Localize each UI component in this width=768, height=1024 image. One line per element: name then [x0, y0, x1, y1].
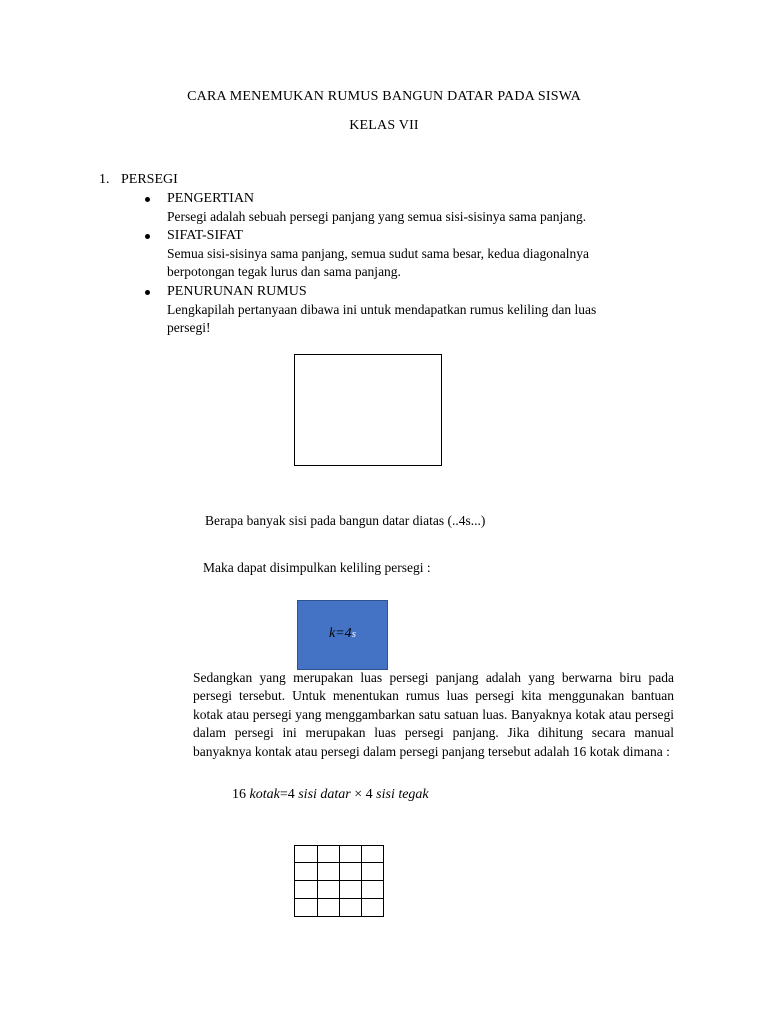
area-explanation-paragraph: Sedangkan yang merupakan luas persegi panjang adalah yang berwarna biru pada persegi tersebut. Untuk menentukan rumus luas persegi kita menggunakan bantuan kotak atau persegi yang menggambarkan satu satuan luas. Banyaknya kotak atau persegi dalam persegi ini merupakan luas persegi panjang. Jika dihitung secara manual banyaknya kontak atau persegi dalam persegi panjang tersebut adalah 16 kotak dimana :: [193, 670, 674, 759]
eq-kotak: kotak: [249, 787, 280, 802]
item-text-sifat-2: berpotongan tegak lurus dan sama panjang.: [167, 264, 401, 279]
eq-equals-4: =4: [279, 787, 295, 802]
bullet-icon: [145, 290, 150, 295]
item-label-penurunan: PENURUNAN RUMUS: [167, 284, 307, 299]
question-text: Berapa banyak sisi pada bangun datar diatas (..4s...): [205, 513, 486, 528]
grid-line: [317, 846, 318, 916]
unit-grid: [294, 845, 384, 917]
section-heading: PERSEGI: [121, 172, 178, 187]
perimeter-formula: [298, 626, 387, 642]
document-title: CARA MENEMUKAN RUMUS BANGUN DATAR PADA SISWA: [187, 89, 581, 104]
item-label-sifat: SIFAT-SIFAT: [167, 228, 243, 243]
item-text-pengertian: Persegi adalah sebuah persegi panjang yang semua sisi-sisinya sama panjang.: [167, 209, 587, 224]
formula-lhs: k: [329, 626, 336, 641]
formula-s: s: [351, 628, 356, 640]
item-text-penurunan-2: persegi!: [167, 320, 211, 335]
eq-sisi-datar: sisi datar: [298, 787, 351, 802]
item-text-penurunan-1: Lengkapilah pertanyaan dibawa ini untuk mendapatkan rumus keliling dan luas: [167, 302, 597, 317]
bullet-icon: [145, 234, 150, 239]
eq-sisi-tegak: sisi tegak: [376, 787, 429, 802]
grid-line: [295, 862, 383, 863]
item-label-pengertian: PENGERTIAN: [167, 191, 255, 206]
item-text-sifat-1: Semua sisi-sisinya sama panjang, semua sudut sama besar, kedua diagonalnya: [167, 246, 589, 261]
grid-line: [295, 898, 383, 899]
perimeter-formula-box: [297, 600, 388, 670]
eq-16: 16: [232, 787, 246, 802]
conclusion-text: Maka dapat disimpulkan keliling persegi :: [203, 560, 431, 575]
eq-times-4: × 4: [354, 787, 373, 802]
grid-line: [339, 846, 340, 916]
bullet-icon: [145, 197, 150, 202]
area-equation: [232, 787, 429, 803]
section-number: 1.: [99, 172, 110, 187]
grid-line: [295, 880, 383, 881]
square-figure: [294, 354, 442, 466]
grid-line: [361, 846, 362, 916]
document-subtitle: KELAS VII: [349, 118, 419, 133]
formula-eq: =4: [335, 626, 352, 641]
